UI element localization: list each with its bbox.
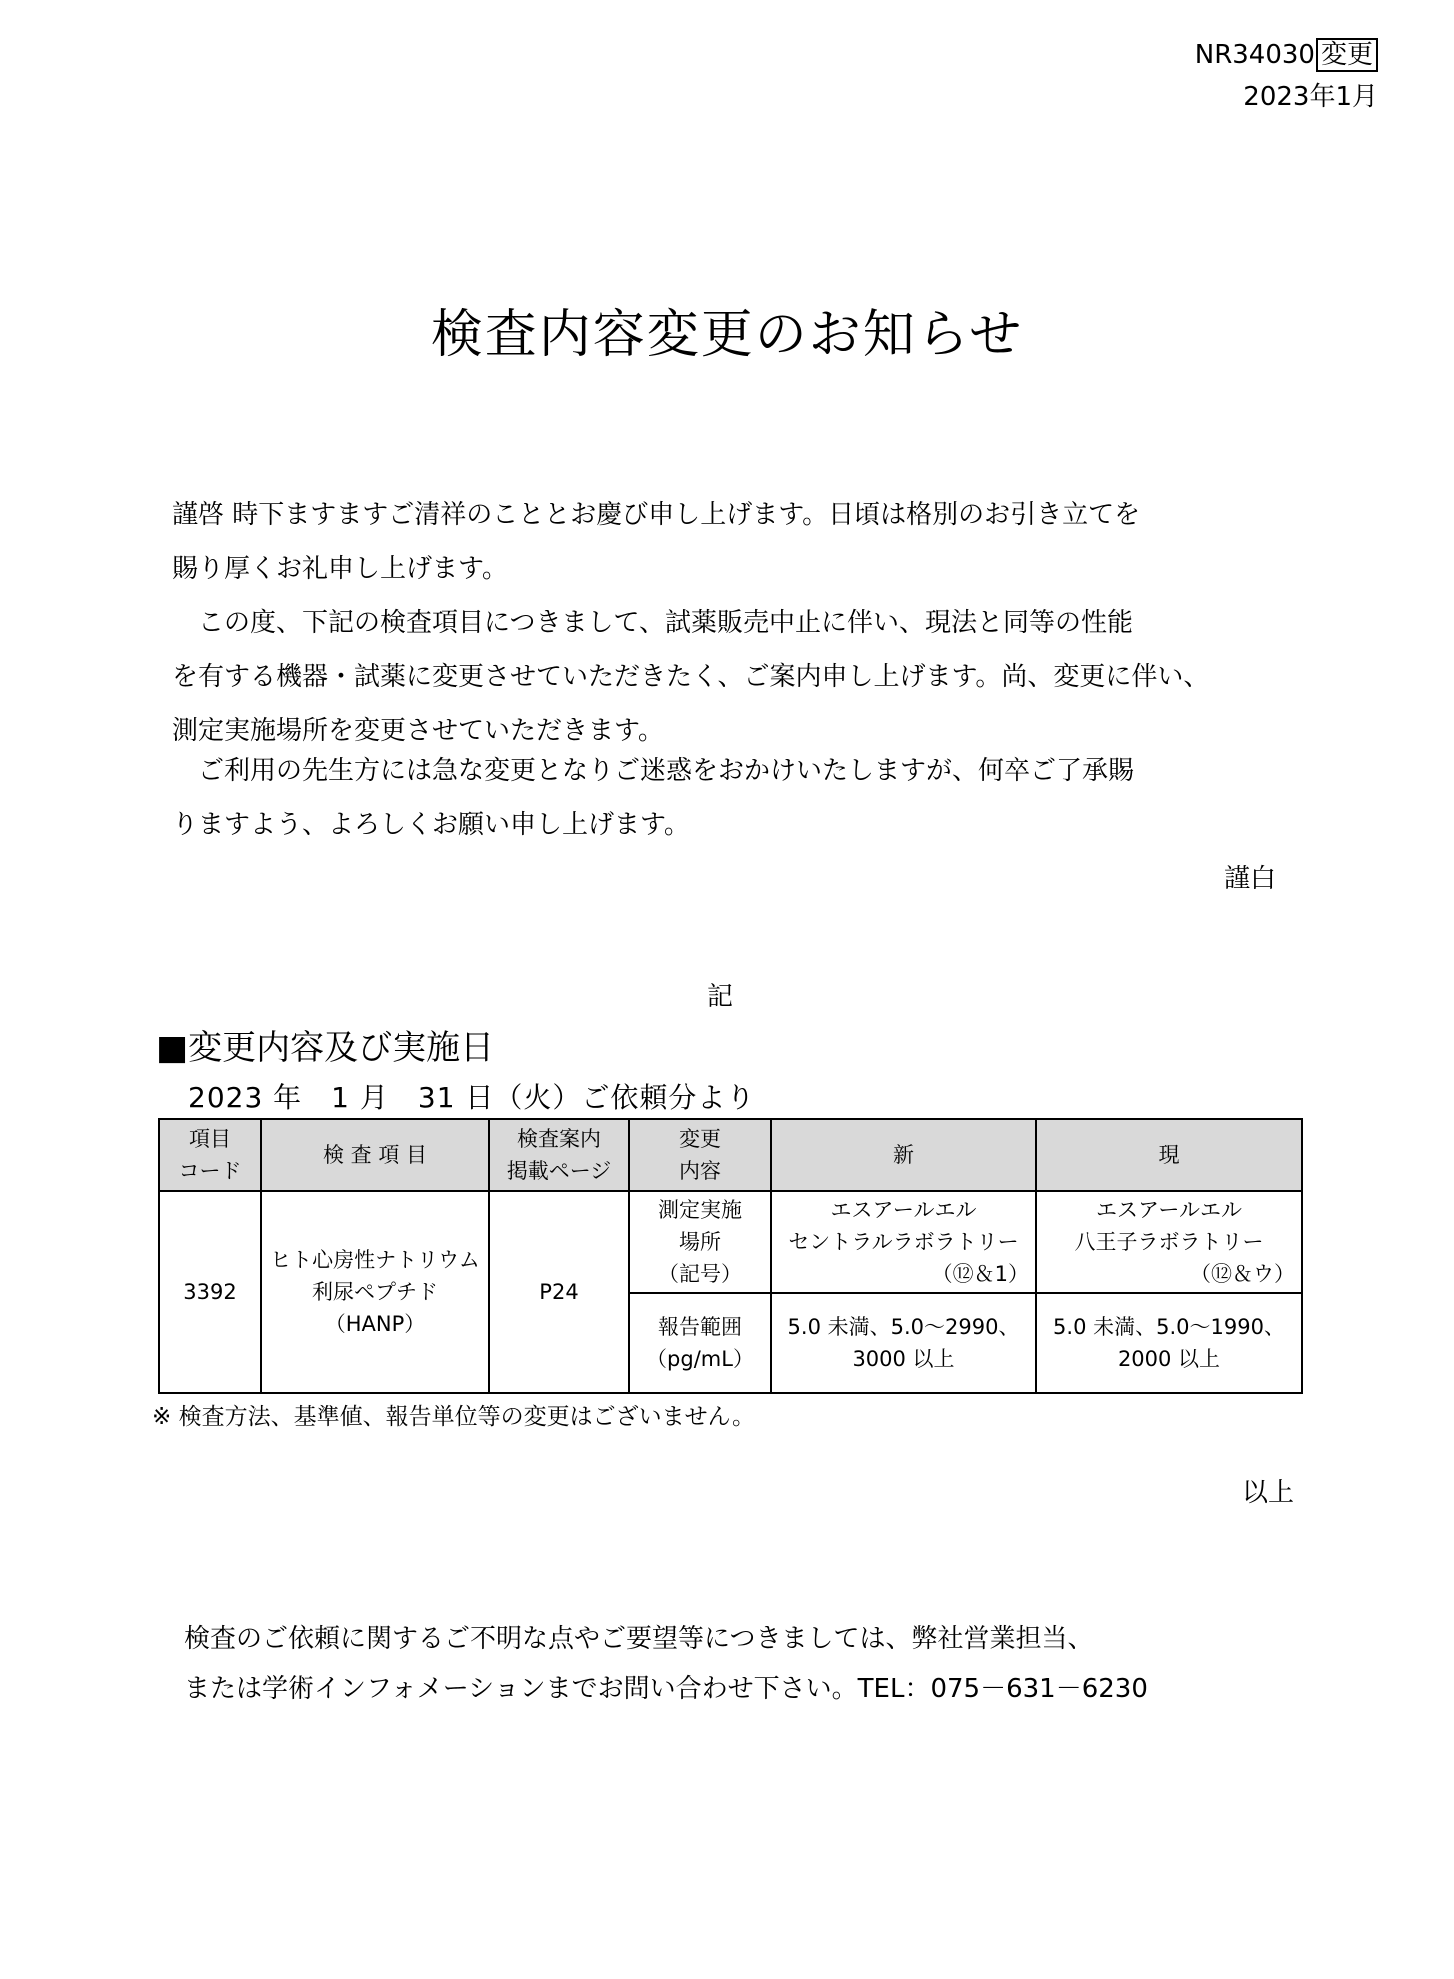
document-number-code: NR34030 (1194, 40, 1315, 70)
paragraph-line: ご利用の先生方には急な変更となりご迷惑をおかけいたしますが、何卒ご了承賜 (172, 756, 1135, 786)
header-guide-page: 検査案内 掲載ページ (489, 1119, 629, 1191)
paragraph-line: 賜り厚くお礼申し上げます。 (172, 554, 508, 584)
closing-salutation: 謹白 (1223, 864, 1276, 894)
table-row (159, 1191, 1302, 1293)
greeting-paragraph (172, 488, 1140, 596)
header-test-item: 検 査 項 目 (261, 1119, 489, 1191)
page-title: 検査内容変更のお知らせ (430, 305, 1024, 365)
cell-guide-page: P24 (489, 1191, 629, 1393)
cell-current-range: 5.0 未満、5.0～1990、 2000 以上 (1036, 1293, 1302, 1393)
ki-marker: 記 (706, 982, 733, 1012)
change-table (158, 1118, 1303, 1394)
paragraph-line: りますよう、よろしくお願い申し上げます。 (172, 810, 690, 840)
effective-date: 2023 年 1 月 31 日（火）ご依頼分より (188, 1081, 756, 1114)
paragraph-line: 測定実施場所を変更させていただきます。 (172, 716, 664, 746)
contact-line: 検査のご依頼に関するご不明な点やご要望等につきましては、弊社営業担当、 (184, 1624, 1094, 1654)
contact-line: または学術インフォメーションまでお問い合わせ下さい。TEL：075－631－6230 (184, 1674, 1148, 1704)
section-heading: ■変更内容及び実施日 (156, 1028, 495, 1068)
cell-location-label: 測定実施 場所 （記号） (629, 1191, 771, 1293)
table-header-row (159, 1119, 1302, 1191)
header-new: 新 (771, 1119, 1036, 1191)
cell-item-code: 3392 (159, 1191, 261, 1393)
cell-new-location: エスアールエル セントラルラボラトリー （⑫＆1） (771, 1191, 1036, 1293)
paragraph-line: 謹啓 時下ますますご清祥のこととお慶び申し上げます。日頃は格別のお引き立てを (172, 500, 1141, 530)
closing-ijou: 以上 (1241, 1478, 1294, 1508)
paragraph-line: を有する機器・試薬に変更させていただきたく、ご案内申し上げます。尚、変更に伴い、 (172, 662, 1210, 692)
footnote: ※ 検査方法、基準値、報告単位等の変更はございません。 (152, 1404, 755, 1430)
notice-paragraph (172, 596, 1209, 758)
header-change-content: 変更 内容 (629, 1119, 771, 1191)
header-item-code: 項目 コード (159, 1119, 261, 1191)
header-current: 現 (1036, 1119, 1302, 1191)
document-date: 2023年1月 (1243, 82, 1378, 112)
document-status-badge: 変更 (1316, 38, 1378, 72)
cell-current-location: エスアールエル 八王子ラボラトリー （⑫＆ウ） (1036, 1191, 1302, 1293)
document-number (1195, 38, 1378, 72)
paragraph-line: この度、下記の検査項目につきまして、試薬販売中止に伴い、現法と同等の性能 (172, 608, 1133, 638)
cell-test-item: ヒト心房性ナトリウム 利尿ペプチド （HANP） (261, 1191, 489, 1393)
cell-new-range: 5.0 未満、5.0～2990、 3000 以上 (771, 1293, 1036, 1393)
contact-info (184, 1614, 1148, 1714)
apology-paragraph (172, 744, 1134, 852)
cell-range-label: 報告範囲 （pg/mL） (629, 1293, 771, 1393)
